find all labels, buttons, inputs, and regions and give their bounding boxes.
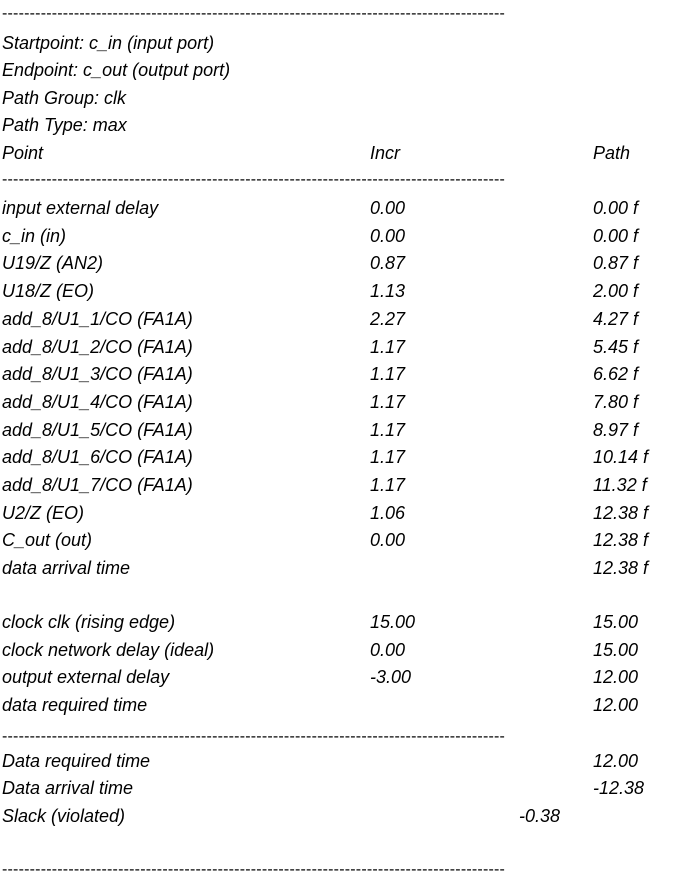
timing-incr: 1.17 <box>370 364 406 384</box>
timing-point: clock clk (rising edge) <box>2 612 176 632</box>
timing-path: 12.00 <box>593 695 639 715</box>
timing-incr: 1.17 <box>370 475 406 495</box>
path-group-line: Path Group: clk <box>2 88 127 108</box>
column-header-point: Point <box>2 143 44 163</box>
summary-required-label: Data required time <box>2 751 151 771</box>
endpoint-line: Endpoint: c_out (output port) <box>2 60 231 80</box>
timing-point: add_8/U1_3/CO (FA1A) <box>2 364 193 384</box>
timing-incr: 1.17 <box>370 420 406 440</box>
timing-point: add_8/U1_2/CO (FA1A) <box>2 337 193 357</box>
timing-path: 0.00 f <box>593 198 639 218</box>
timing-incr: 1.17 <box>370 392 406 412</box>
timing-point: c_in (in) <box>2 226 67 246</box>
summary-arrival-value: -12.38 <box>593 778 645 798</box>
timing-point: add_8/U1_5/CO (FA1A) <box>2 420 193 440</box>
timing-point: output external delay <box>2 667 170 687</box>
timing-path: 4.27 f <box>593 309 639 329</box>
timing-path: 0.87 f <box>593 253 639 273</box>
summary-required-value: 12.00 <box>593 751 639 771</box>
slack-label: Slack (violated) <box>2 806 126 826</box>
timing-incr: 15.00 <box>370 612 416 632</box>
slack-value: -0.38 <box>519 806 561 826</box>
timing-incr: 0.87 <box>370 253 406 273</box>
path-type-line: Path Type: max <box>2 115 127 135</box>
timing-point: data arrival time <box>2 558 131 578</box>
timing-path: 10.14 f <box>593 447 649 467</box>
timing-point: C_out (out) <box>2 530 93 550</box>
timing-point: add_8/U1_1/CO (FA1A) <box>2 309 193 329</box>
timing-incr: 0.00 <box>370 198 406 218</box>
column-header-incr: Incr <box>370 143 401 163</box>
summary-arrival-label: Data arrival time <box>2 778 134 798</box>
timing-path: 5.45 f <box>593 337 639 357</box>
timing-incr: 1.06 <box>370 503 406 523</box>
timing-path: 12.38 f <box>593 558 649 578</box>
timing-point: add_8/U1_7/CO (FA1A) <box>2 475 193 495</box>
separator-line: ------------------------------------------------------------------------------------------- <box>2 729 506 745</box>
timing-incr: 0.00 <box>370 226 406 246</box>
timing-incr: 0.00 <box>370 530 406 550</box>
timing-point: U19/Z (AN2) <box>2 253 104 273</box>
timing-point: add_8/U1_4/CO (FA1A) <box>2 392 193 412</box>
timing-path: 7.80 f <box>593 392 639 412</box>
timing-point: U18/Z (EO) <box>2 281 95 301</box>
timing-point: U2/Z (EO) <box>2 503 85 523</box>
timing-incr: 1.17 <box>370 337 406 357</box>
timing-point: data required time <box>2 695 148 715</box>
separator-line: ------------------------------------------------------------------------------------------- <box>2 172 506 188</box>
timing-point: add_8/U1_6/CO (FA1A) <box>2 447 193 467</box>
separator-line: ------------------------------------------------------------------------------------------- <box>2 6 506 22</box>
timing-incr: -3.00 <box>370 667 412 687</box>
timing-incr: 1.17 <box>370 447 406 467</box>
timing-path: 8.97 f <box>593 420 639 440</box>
column-header-path: Path <box>593 143 631 163</box>
timing-incr: 2.27 <box>370 309 406 329</box>
timing-path: 15.00 <box>593 640 639 660</box>
timing-point: input external delay <box>2 198 159 218</box>
startpoint-line: Startpoint: c_in (input port) <box>2 33 215 53</box>
timing-path: 11.32 f <box>593 475 647 495</box>
timing-point: clock network delay (ideal) <box>2 640 215 660</box>
timing-incr: 1.13 <box>370 281 406 301</box>
timing-path: 12.38 f <box>593 503 649 523</box>
timing-path: 0.00 f <box>593 226 639 246</box>
timing-path: 12.00 <box>593 667 639 687</box>
timing-path: 15.00 <box>593 612 639 632</box>
timing-incr: 0.00 <box>370 640 406 660</box>
timing-path: 12.38 f <box>593 530 649 550</box>
separator-line: ------------------------------------------------------------------------------------------- <box>2 862 506 878</box>
timing-path: 6.62 f <box>593 364 639 384</box>
timing-path: 2.00 f <box>593 281 639 301</box>
